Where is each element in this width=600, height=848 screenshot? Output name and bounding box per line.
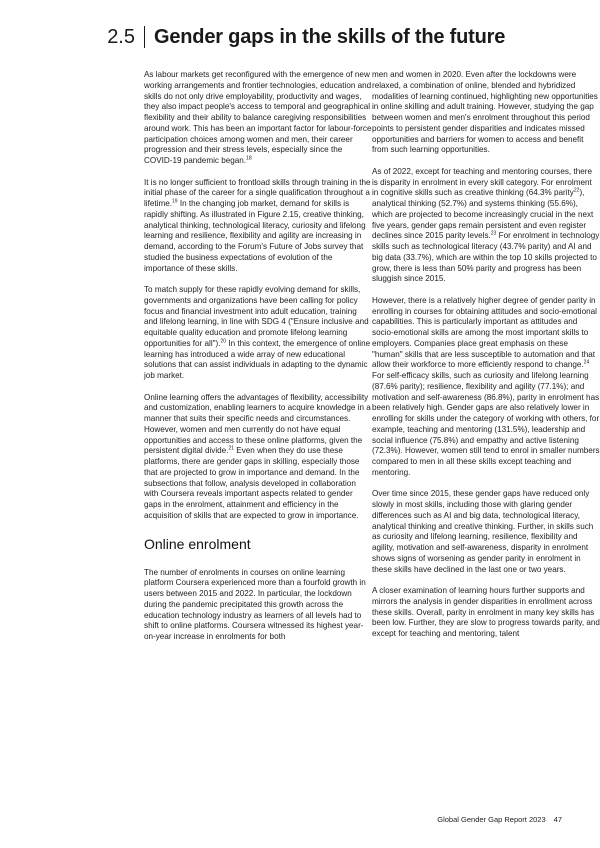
paragraph: As of 2022, except for teaching and mentoring courses, there is disparity in enrolment in every skill category. For enrolment in cognitive skills such as creative thinking (64.3% parity$^{22}$), analytical thinking (52.7%) and systems thinking (55.6%), which are projected to become increasingly crucial in the next five years, gender gaps remain persistent and even register declines since 2015 parity levels.$^{23}$ For enrolment in technology skills such as technological literacy (43.7% parity) and AI and big data (33.7%), which are within the top 10 skills projected to grow, there is less than 50% parity and progress has been sluggish since 2015. xyxy=(372,166,600,284)
subheading-online-enrolment: Online enrolment xyxy=(144,535,251,552)
paragraph: As labour markets get reconfigured with the emergence of new working arrangements and frontier technologies, education and skills do not only drive employability, productivity and wages, they also impact people's access to temporal and geographical flexibility and their ability to balance caregiving responsibilities around work. This has been an important factor for labour-force participation choices among women and men, their career progression and their stress levels, especially since the COVID-19 pandemic began.$^{18}$ xyxy=(144,70,372,165)
left-column xyxy=(144,70,372,654)
page-footer xyxy=(437,815,562,824)
footnote-ref[interactable]: 23 xyxy=(490,230,497,237)
right-column xyxy=(372,70,600,651)
footnote-ref[interactable]: 20 xyxy=(220,338,227,345)
paragraph: Over time since 2015, these gender gaps have reduced only slowly in most skills, including those with glaring gender differences such as AI and big data, technological literacy, analytical thinking and creative thinking. Further, in skills such as curiosity and lifelong learning, resilience, flexibility and agility, motivation and self-awareness, disparity in enrolment shows signs of worsening as gender parity in enrolment in these skills have declined in the last one or two years. xyxy=(372,489,594,574)
paragraph: Online learning offers the advantages of flexibility, accessibility and customization, enabling learners to acquire knowledge in a manner that suits their specific needs and circumstances. However, women and men currently do not have equal opportunities and access to these online platforms, given the persistent digital divide.$^{21}$ Even when they do use these platforms, there are gender gaps in skilling, especially those that are projected to grow in importance and demand. In the subsections that follow, analysis developed in collaboration with Coursera reveals important aspects related to gender gaps in the enrolment, attainment and efficiency in the acquisition of skills that are expected to grow in importance. xyxy=(144,392,371,520)
section-header xyxy=(95,26,570,48)
report-name: Global Gender Gap Report 2023 xyxy=(437,815,546,824)
page-number: 47 xyxy=(553,815,562,824)
footnote-ref[interactable]: 22 xyxy=(573,187,580,194)
paragraph: However, there is a relatively higher degree of gender parity in enrolling in courses for obtaining attitudes and socio-emotional capabilities. This is particularly important as attitudes and socio-emotional skills are among the most important skills to employers. Companies place great emphasis on these "human" skills that are less susceptible to automation and that allow their workforce to more efficiently respond to change.$^{24}$ For self-efficacy skills, such as curiosity and lifelong learning (87.6% parity); resilience, flexibility and agility (77.1%); and motivation and self-awareness (86.8%), parity in enrolment has been relatively high. Gender gaps are also relatively lower in enrolling for skills under the category of working with others, for example, teaching and mentoring (131.5%), leadership and social influence (75.8%) and empathy and active listening (72.3%). However, women still tend to enrol in smaller numbers compared to men in all these skills except teaching and mentoring. xyxy=(372,295,600,477)
paragraph: The number of enrolments in courses on online learning platform Coursera experienced more than a fourfold growth in users between 2015 and 2022. In particular, the lockdown during the pandemic precipitated this growth across the education technology industry as learners of all levels had to shift to online platforms. Coursera witnessed its highest year-on-year increase in enrolments for both xyxy=(144,567,366,641)
footnote-ref[interactable]: 24 xyxy=(583,359,590,366)
page-title: Gender gaps in the skills of the future xyxy=(154,26,506,48)
footnote-ref[interactable]: 19 xyxy=(172,198,178,205)
paragraph: men and women in 2020. Even after the lockdowns were relaxed, a combination of online, blended and hybridized modalities of learning continued, highlighting new opportunities in online skilling and adult training. However, studying the gap between women and men's enrolment throughout this period points to persistent gender disparities and indicates missed opportunities and barriers for women to access and benefit from such learning opportunities. xyxy=(372,70,598,155)
section-number: 2.5 xyxy=(95,26,145,48)
footnote-ref[interactable]: 21 xyxy=(228,445,235,452)
paragraph: It is no longer sufficient to frontload skills through training in the initial phase of the career for a single qualification throughout a lifetime.$^{19}$ In the changing job market, demand for skills is rapidly shifting. As illustrated in Figure 2.15, creative thinking, analytical thinking, technological literacy, curiosity and lifelong learning and resilience, flexibility and agility are increasing in demand, according to the Forum's Future of Jobs survey that studied the business expectations of evolution of the importance of these skills. xyxy=(144,177,371,273)
paragraph: To match supply for these rapidly evolving demand for skills, governments and organizations have been calling for policy focus and financial investment into adult education, training and lifelong learning, in line with SDG 4 ("Ensure inclusive and equitable quality education and promote lifelong learning opportunities for all").$^{20}$ In this context, the emergence of online learning has introduced a wide array of new educational solutions that can assist individuals in adapting to the dynamic job market. xyxy=(144,285,371,380)
footnote-ref[interactable]: 18 xyxy=(246,155,252,162)
paragraph: A closer examination of learning hours further supports and mirrors the analysis in gender disparities in enrollment across these skills. Overall, parity in enrolment in many key skills has been low. Further, they are slow to progress towards parity, and except for teaching and mentoring, talent xyxy=(372,586,600,638)
